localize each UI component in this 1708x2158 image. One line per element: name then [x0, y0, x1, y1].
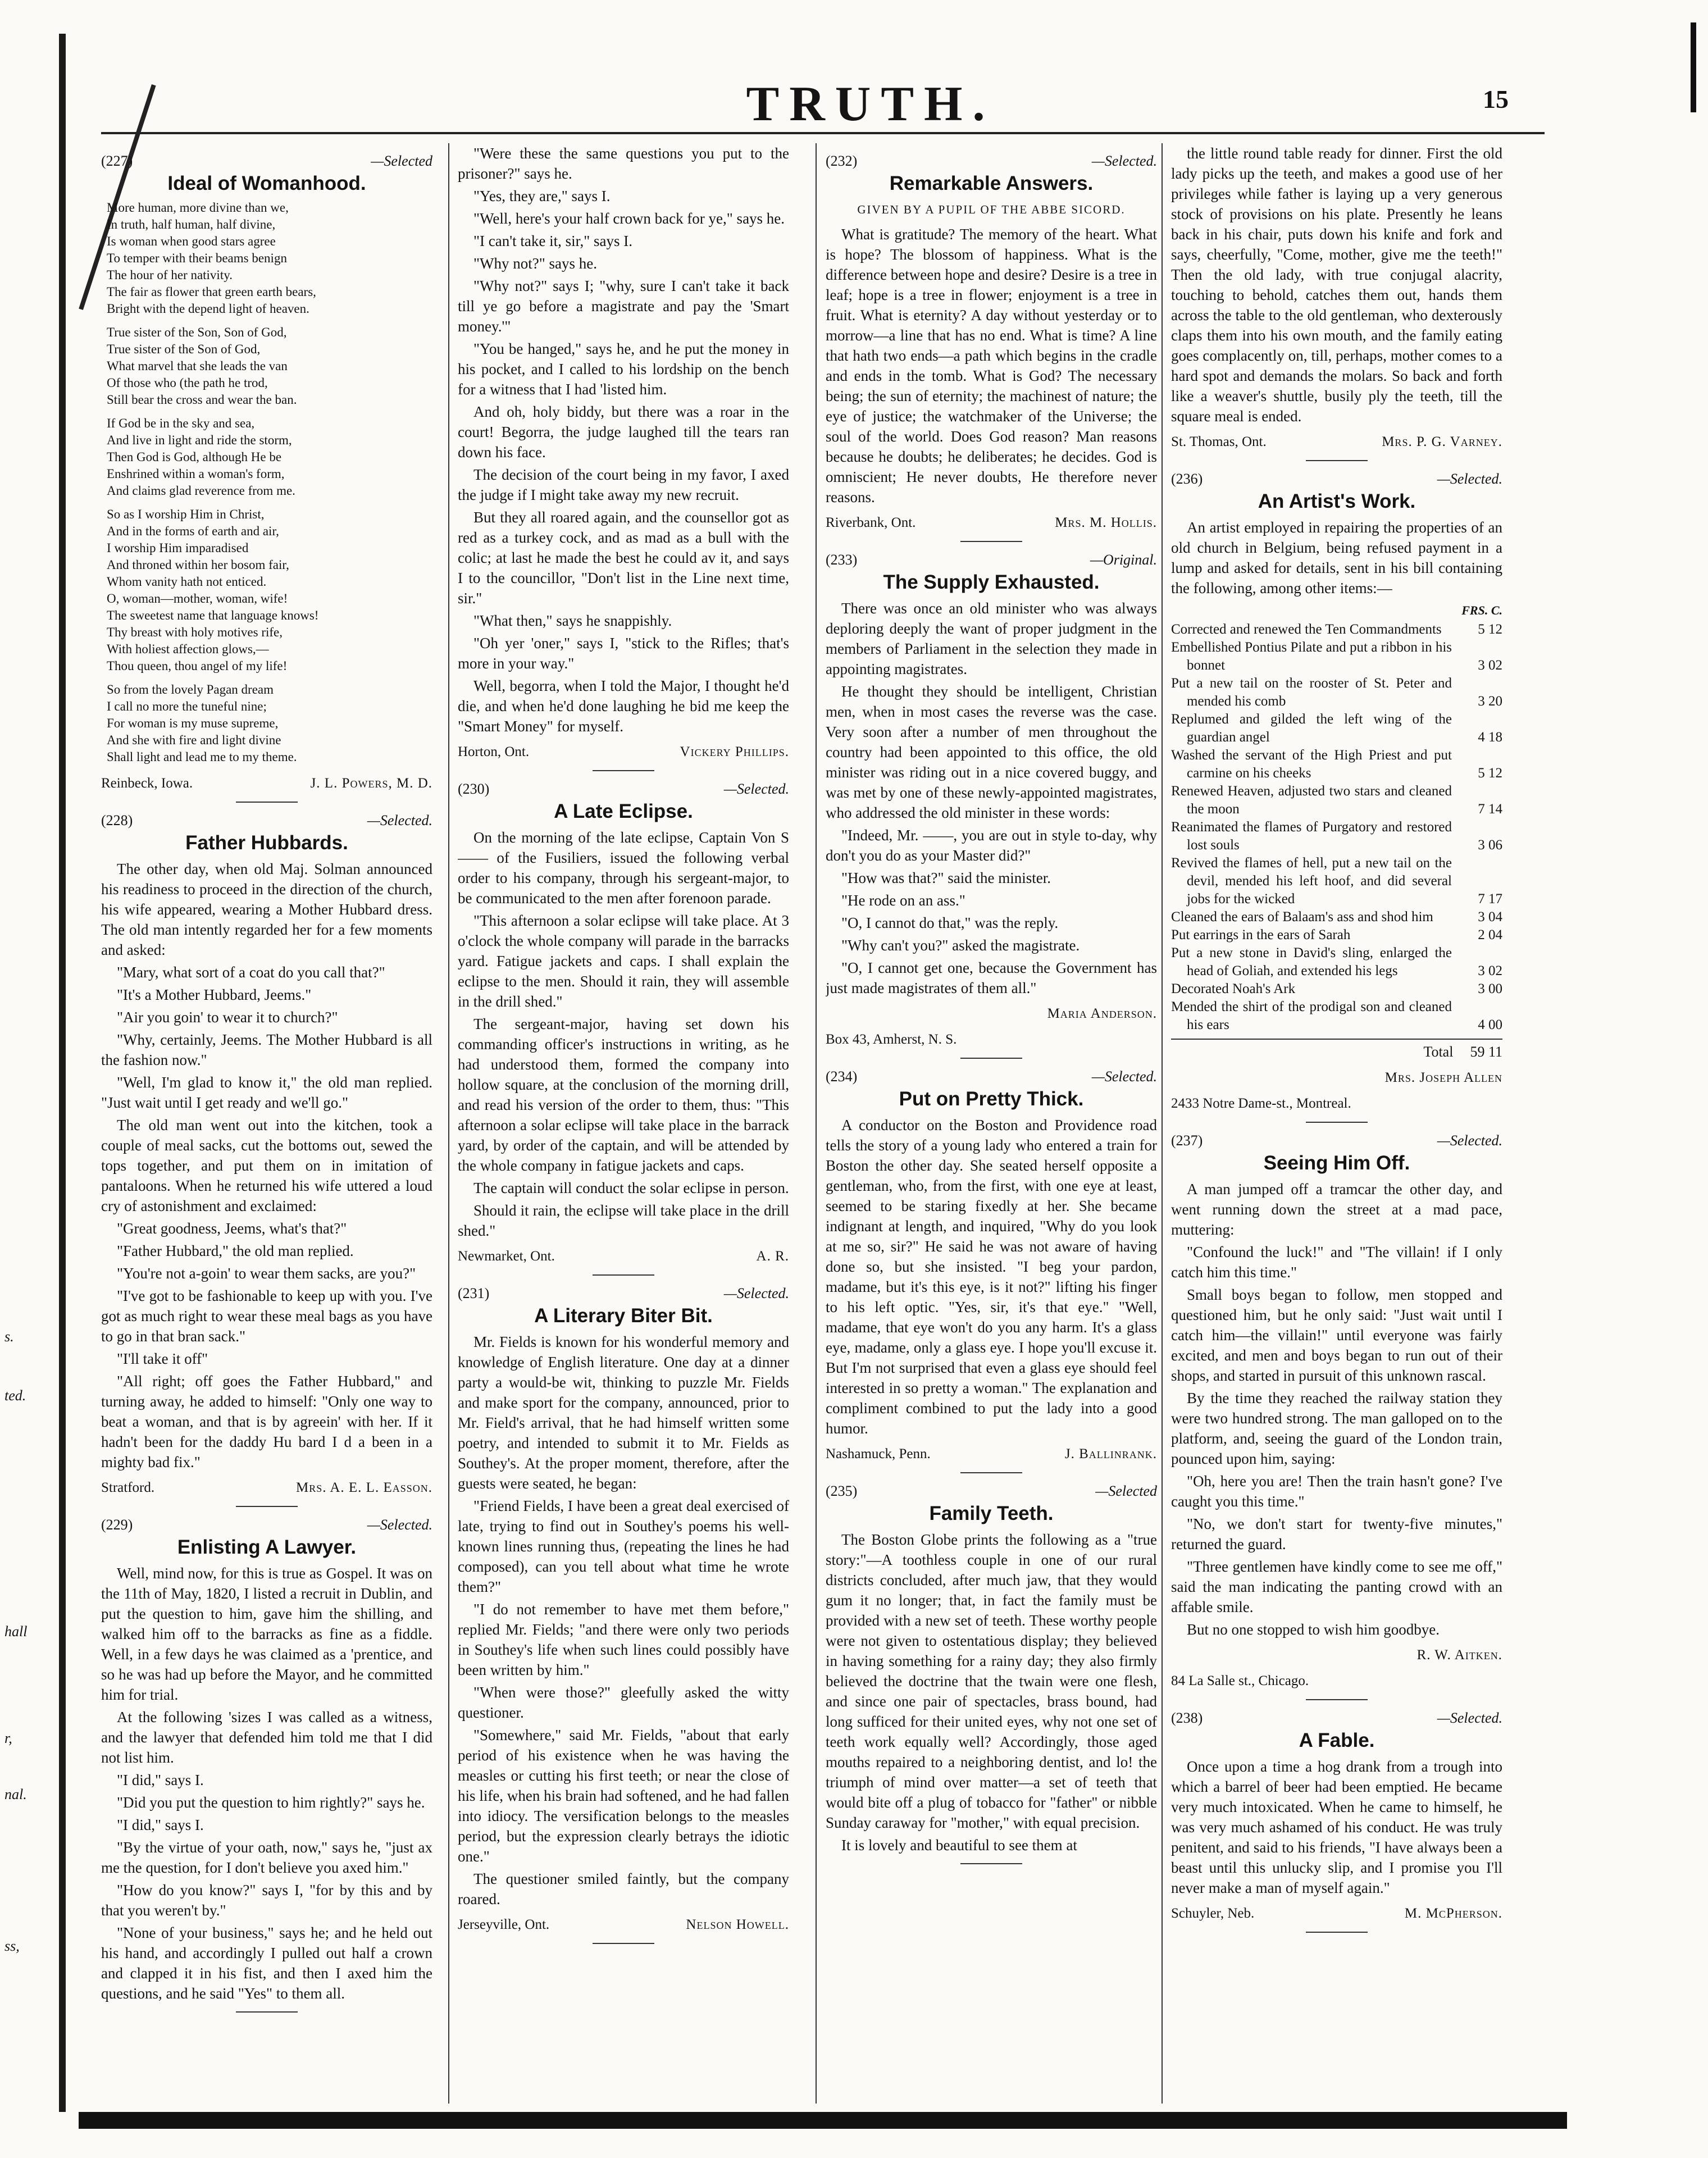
signature-place: Nashamuck, Penn.	[826, 1446, 931, 1462]
article-header	[1171, 1131, 1502, 1151]
column-4	[1171, 143, 1502, 2104]
poem-line: To temper with their beams benign	[107, 251, 287, 265]
column-rule	[1162, 143, 1163, 2104]
paragraph: "You be hanged," says he, and he put the money in his pocket, and I called to his lordship on the bench for a witness that I had 'listed him.	[458, 340, 789, 398]
paragraph: Well, mind now, for this is true as Gospel. It was on the 11th of May, 1820, I listed a recruit in Dublin, and put the question to him, gave him the shilling, and walked him off to the barracks as fine as a fiddle. Well, in a few days he was claimed as a 'prentice, and so he was had up before the Mayor, and he committed him for trial.	[101, 1565, 432, 1703]
article-header	[458, 779, 789, 799]
article-separator	[960, 1058, 1022, 1059]
article-source: —Selected.	[1091, 1068, 1157, 1085]
paragraph: Small boys began to follow, men stopped and questioned him, but he only said: "Just wait until I catch him—the villain!" until everyone was fairly excited, and men and boys began to run out of their shops, and started in pursuit of this unknown rascal.	[1171, 1286, 1502, 1384]
paragraph: But no one stopped to wish him goodbye.	[1187, 1621, 1440, 1638]
article-number: (229)	[101, 1517, 133, 1533]
page-number: 15	[1483, 85, 1509, 113]
article-title: An Artist's Work.	[1258, 490, 1416, 512]
paragraph: "Did you put the question to him rightly?" says he.	[117, 1794, 425, 1811]
paragraph: The sergeant-major, having set down his commanding officer's instructions in writing, as he had understood them, formed the company into hollow square, at the conclusion of the morning drill, and read his version of the order to them, thus: "This afternoon a solar eclipse will take place in the barrack yard, by order of the captain, and will be attended by the whole company in fatigue jackets and caps.	[458, 1016, 789, 1174]
poem-line: Enshrined within a woman's form,	[107, 467, 285, 481]
signature-name: Mrs. P. G. Varney.	[1382, 434, 1502, 449]
signature	[101, 1478, 432, 1498]
signature-place: Schuyler, Neb.	[1171, 1906, 1255, 1921]
paragraph: Well, begorra, when I told the Major, I thought he'd die, and when he'd done laughing he bid me keep the "Smart Money" for myself.	[458, 677, 789, 735]
bill-item	[1171, 908, 1502, 926]
article-subtitle: GIVEN BY A PUPIL OF THE ABBE SICORD.	[857, 203, 1126, 216]
bill-item-description: Put a new stone in David's sling, enlarged the head of Goliah, and extended his legs	[1171, 945, 1452, 978]
article-source: —Selected.	[723, 781, 789, 797]
paragraph: An artist employed in repairing the properties of an old church in Belgium, being refused payment in a lump and asked for details, sent in his bill containing the following, among other items:—	[1171, 519, 1502, 597]
poem-line: Bright with the depend light of heaven.	[107, 302, 309, 316]
article-source: —Selected.	[367, 812, 432, 828]
column-rule	[448, 143, 449, 2104]
binding-edge	[59, 34, 66, 2112]
paragraph: "I do not remember to have met them before," replied Mr. Fields; "and there were only two periods in Southey's life when such lines could possibly have been written by him."	[458, 1601, 789, 1678]
bottom-rule	[79, 2112, 1567, 2129]
signature-name: J. L. Powers, M. D.	[310, 776, 432, 791]
bill-item-amount: 7 14	[1478, 802, 1502, 817]
bill-total-label: Total	[1423, 1044, 1454, 1060]
bill-item-amount: 5 12	[1478, 622, 1502, 637]
signature-name: M. McPherson.	[1404, 1906, 1502, 1921]
article-separator	[960, 541, 1022, 542]
paragraph: "Air you goin' to wear it to church?"	[117, 1009, 338, 1026]
paragraph: "Oh yer 'oner," says I, "stick to the Rifles; that's more in your way."	[458, 635, 789, 672]
article	[826, 151, 1157, 542]
paragraph: "I did," says I.	[117, 1816, 204, 1833]
bill-item	[1171, 639, 1502, 675]
article	[458, 143, 789, 771]
paragraph: But they all roared again, and the counsellor got as red as a turkey cock, and as mad as a bull with the colic; at last he made the best he could av it, and says I to the councillor, "Don't list in the Line next time, sir."	[458, 509, 789, 607]
article-source: —Selected.	[1091, 153, 1157, 169]
paragraph: "Why not?" says I; "why, sure I can't take it back till ye go before a magistrate and pay the 'Smart money.'"	[458, 277, 789, 335]
paragraph: Should it rain, the eclipse will take place in the drill shed."	[458, 1202, 789, 1239]
article	[1171, 469, 1502, 1123]
paragraph: "O, I cannot do that," was the reply.	[841, 914, 1059, 931]
paragraph: "Father Hubbard," the old man replied.	[117, 1242, 354, 1259]
poem-line: If God be in the sky and sea,	[107, 416, 255, 430]
bill-item-amount: 7 17	[1478, 891, 1502, 907]
bill-item-description: Revived the flames of hell, put a new tail on the devil, mended his left hoof, and did several jobs for the wicked	[1171, 855, 1452, 907]
article-title: Father Hubbards.	[185, 832, 348, 854]
article-header	[826, 1067, 1157, 1087]
signature	[826, 1444, 1157, 1464]
article-number: (235)	[826, 1483, 858, 1499]
corner-mark	[1691, 22, 1696, 112]
paragraph: And oh, holy biddy, but there was a roar in the court! Begorra, the judge laughed till the tears ran down his face.	[458, 403, 789, 461]
paragraph: "Were these the same questions you put to the prisoner?" says he.	[458, 145, 789, 182]
signature	[1171, 432, 1502, 452]
article-number: (232)	[826, 153, 858, 169]
paragraph: "He rode on an ass."	[841, 892, 965, 909]
article-title: Family Teeth.	[929, 1503, 1054, 1524]
signature-place: Stratford.	[101, 1480, 155, 1495]
bill-item-description: Reanimated the flames of Purgatory and restored lost souls	[1171, 820, 1452, 853]
signature-place: Riverbank, Ont.	[826, 515, 916, 530]
paragraph: The captain will conduct the solar eclipse in person.	[473, 1180, 789, 1196]
article-title: The Supply Exhausted.	[883, 571, 1100, 593]
column-3	[826, 143, 1157, 2104]
article-separator	[960, 1472, 1022, 1473]
poem-line: Shall light and lead me to my theme.	[107, 750, 297, 764]
signature-name: R. W. Aitken.	[1416, 1647, 1502, 1663]
poem-line: With holiest affection glows,—	[107, 642, 269, 656]
paragraph: He thought they should be intelligent, Christian men, when in most cases the reverse was the case. Very soon after a number of men throughout the country had been appointed to this office, the old minister was riding out in a nice covered buggy, and was met by one of these newly-appointed magistrates, who addressed the old minister in these words:	[826, 683, 1157, 821]
article-source: —Selected	[371, 153, 432, 169]
poem-line	[107, 408, 432, 415]
bill-item	[1171, 621, 1502, 639]
article	[1171, 1131, 1502, 1700]
poem-line: Whom vanity hath not enticed.	[107, 575, 267, 589]
poem-line: Then God is God, although He be	[107, 450, 282, 464]
bill-item	[1171, 711, 1502, 746]
article-header	[101, 1515, 432, 1535]
signature-place: Jerseyville, Ont.	[458, 1917, 550, 1932]
bill-item	[1171, 675, 1502, 711]
article-separator	[593, 1943, 654, 1944]
bill-item-amount: 4 00	[1478, 1017, 1502, 1032]
article-source: —Selected	[1095, 1483, 1157, 1499]
paragraph: "Mary, what sort of a coat do you call that?"	[117, 964, 385, 981]
paragraph: It is lovely and beautiful to see them at	[841, 1837, 1077, 1854]
article	[101, 811, 432, 1507]
paragraph: "This afternoon a solar eclipse will take place. At 3 o'clock the whole company will parade in the barracks yard. Fatigue jackets and caps. I shall explain the eclipse to the men. Should it rain, they will assemble in the drill shed."	[458, 912, 789, 1010]
bill-item-description: Cleaned the ears of Balaam's ass and shod him	[1171, 909, 1433, 925]
poem-line: And live in light and ride the storm,	[107, 433, 292, 447]
bill-item	[1171, 782, 1502, 818]
poem-line: True sister of the Son of God,	[107, 342, 261, 356]
paragraph: The other day, when old Maj. Solman announced his readiness to proceed in the direction of the church, his wife appeared, wearing a Mother Hubbard dress. The old man intently regarded her for a few moments and asked:	[101, 861, 432, 958]
signature-name: Mrs. Joseph Allen	[1384, 1070, 1502, 1085]
poem-line: So from the lovely Pagan dream	[107, 682, 274, 696]
article-number: (227)	[101, 153, 133, 169]
article-header	[1171, 469, 1502, 489]
article-number: (236)	[1171, 471, 1203, 487]
paragraph: Once upon a time a hog drank from a trough into which a barrel of beer had been emptied. He became very much intoxicated. When he came to himself, he was very much ashamed of his conduct. He was truly penitent, and said to his friends, "I have always been a beast until this unlucky slip, and I promise you I'll never make a man of myself again."	[1171, 1758, 1502, 1896]
signature-name: J. Ballinrank.	[1064, 1446, 1157, 1462]
margin-note: ted.	[4, 1387, 26, 1404]
paragraph: "By the virtue of your oath, now," says he, "just ax me the question, for I don't believe you axed him."	[101, 1839, 432, 1876]
paragraph: the little round table ready for dinner. First the old lady picks up the teeth, and makes a good use of her privileges while father is laying up a very generous stock of provisions on his plate. Presently he leans back in his chair, puts down his knife and fork and says, cheerfully, "Come, mother, give me the teeth!" Then the old lady, with true conjugal alacrity, touching to behold, catches them out, hands them across the table to the old gentleman, who dexterously claps them into his own mouth, and the family eating goes complacently on, till, perhaps, mother comes to a hard spot and demands the molars. So back and forth like a weaver's shuttle, busily ply the teeth, till the square meal is ended.	[1171, 145, 1502, 425]
signature-name: Maria Anderson.	[1047, 1006, 1157, 1021]
signature	[101, 773, 432, 794]
article-number: (233)	[826, 552, 858, 568]
paragraph: "O, I cannot get one, because the Government has just made magistrates of them all."	[826, 959, 1157, 996]
bill-total-amount: 59 11	[1470, 1044, 1502, 1060]
bill-item	[1171, 926, 1502, 944]
bill-item-description: Mended the shirt of the prodigal son and cleaned his ears	[1171, 999, 1452, 1032]
poem-line: The sweetest name that language knows!	[107, 608, 319, 622]
article-source: —Selected.	[367, 1517, 432, 1533]
article-number: (237)	[1171, 1132, 1203, 1149]
poem-line: The fair as flower that green earth bears,	[107, 285, 316, 299]
paragraph: "None of your business," says he; and he held out his hand, and accordingly I pulled out half a crown and clapped it in his fist, and then I axed him the questions, and he said "Yes" to them all.	[101, 1924, 432, 2002]
signature-address: 84 La Salle st., Chicago.	[1171, 1673, 1309, 1688]
poem-line: O, woman—mother, woman, wife!	[107, 591, 288, 605]
margin-note: hall	[4, 1623, 28, 1640]
article-source: —Selected.	[723, 1285, 789, 1301]
article-separator	[1306, 1699, 1368, 1700]
bill-item-description: Renewed Heaven, adjusted two stars and cleaned the moon	[1171, 784, 1452, 817]
column-2	[458, 143, 789, 2104]
poem-line: Is woman when good stars agree	[107, 234, 276, 248]
paragraph: "Three gentlemen have kindly come to see me off," said the man indicating the panting crowd with an affable smile.	[1171, 1558, 1502, 1615]
paragraph: A conductor on the Boston and Providence road tells the story of a young lady who entered a train for Boston the other day. She seated herself opposite a gentleman, who, from the first, with one eye at least, seemed to be staring fixedly at her. She became indignant at length, and inquired, "Why do you look at me so, sir?" He said he was not aware of having done so, but she insisted. "I beg your pardon, madame, but it's this eye, is it not?" lifting his finger to his left optic. "Yes, sir, it's that eye." "Well, madame, that eye won't do you any harm. It's a glass eye, madame, only a glass eye. I hope you'll excuse it. But I'm not surprised that even a glass eye should feel interested in so pretty a woman." The explanation and compliment combined to put the lady into a good humor.	[826, 1117, 1157, 1437]
signature	[458, 1246, 789, 1267]
article-title: Ideal of Womanhood.	[167, 172, 366, 194]
poem-line: In truth, half human, half divine,	[107, 217, 276, 231]
paragraph: The decision of the court being in my favor, I axed the judge if I might take away my new recruit.	[458, 466, 789, 503]
poem-line	[107, 675, 432, 681]
bill-item	[1171, 818, 1502, 854]
bill-item	[1171, 746, 1502, 782]
poem-line: So as I worship Him in Christ,	[107, 507, 265, 521]
bill-total	[1171, 1039, 1502, 1062]
paragraph: "Great goodness, Jeems, what's that?"	[117, 1220, 347, 1237]
article	[826, 550, 1157, 1059]
signature	[826, 1004, 1157, 1024]
paragraph: "Well, I'm glad to know it," the old man replied. "Just wait until I get ready and we'll go."	[101, 1074, 432, 1111]
article	[1171, 1708, 1502, 1933]
article	[101, 151, 432, 803]
poem-line: I call no more the tuneful nine;	[107, 699, 267, 713]
article	[826, 1067, 1157, 1473]
article-separator	[236, 802, 298, 803]
paragraph: The questioner smiled faintly, but the company roared.	[458, 1870, 789, 1907]
margin-note: s.	[4, 1328, 14, 1345]
signature-place: Reinbeck, Iowa.	[101, 776, 193, 791]
column-1	[101, 143, 432, 2104]
signature-address: Box 43, Amherst, N. S.	[826, 1032, 957, 1047]
article-separator	[593, 770, 654, 771]
poem-line: Thou queen, thou angel of my life!	[107, 659, 288, 673]
poem-line	[107, 499, 432, 506]
paragraph: "Oh, here you are! Then the train hasn't gone? I've caught you this time."	[1171, 1473, 1502, 1510]
paragraph: At the following 'sizes I was called as a witness, and the lawyer that defended him told me that I did not list him.	[101, 1709, 432, 1766]
article-title: Remarkable Answers.	[889, 172, 1094, 194]
paragraph: "Indeed, Mr. ——, you are out in style to-day, why don't you do as your Master did?"	[826, 827, 1157, 864]
margin-note: ss,	[4, 1938, 20, 1954]
bill-item-description: Put earrings in the ears of Sarah	[1171, 927, 1351, 943]
header-rule	[101, 132, 1545, 134]
article-header	[826, 151, 1157, 171]
article-separator	[1306, 460, 1368, 461]
poem-line: And she with fire and light divine	[107, 733, 281, 747]
poem-line: More human, more divine than we,	[107, 201, 289, 215]
paragraph: What is gratitude? The memory of the heart. What is hope? The blossom of happiness. What is the difference between hope and desire? Desire is a tree in leaf; hope is a tree in flower; enjoyment is a tree in fruit. What is eternity? A day without yesterday or to morrow—a line that has no end. What is time? A line that hath two ends—a path which begins in the cradle and ends in the tomb. What is God? The necessary being; the sun of eternity; the machinest of nature; the eye of justice; the watchmaker of the Universe; the soul of the world. Does God reason? Man reasons because he doubts; he deliberates; he decides. God is omniscient; He never doubts, He therefore never reasons.	[826, 226, 1157, 506]
bill-item-amount: 3 02	[1478, 658, 1502, 673]
bill-item-amount: 5 12	[1478, 766, 1502, 781]
signature	[1171, 1068, 1502, 1088]
paragraph: The Boston Globe prints the following as a "true story:"—A toothless couple in one of our rural districts concluded, after much jaw, that they would gum it no longer; that, in fact the family must be provided with a new set of teeth. These worthy people were not given to ostentatious display; they believed in having something for a rainy day; they also firmly believed the doctrine that the twain were one flesh, and since one pair of spectacles, brass bound, had long sufficed for their united eyes, why not one set of teeth work equally well? Accordingly, those aged mouths repaired to a neighboring dentist, and lo! the triumph of mind over matter—a set of teeth that would bite off a plug of tobacco for "father" or nibble Sunday caraway for "mother," with equal precision.	[826, 1531, 1157, 1831]
bill-item-description: Decorated Noah's Ark	[1171, 981, 1296, 996]
bill-currency-heading: FRS. C.	[1461, 603, 1502, 617]
paragraph: "Somewhere," said Mr. Fields, "about that early period of his existence when he was having the measles or cutting his first teeth; or near the close of his life, when his brain had softened, and he had fallen into idiocy. The versification belongs to the measles period, but the expression clearly betrays the idiotic one."	[458, 1727, 789, 1865]
bill-item-description: Washed the servant of the High Priest and put carmine on his cheeks	[1171, 748, 1452, 781]
signature-name: Nelson Howell.	[686, 1917, 789, 1932]
poem-line: Still bear the cross and wear the ban.	[107, 393, 297, 407]
paragraph: "I've got to be fashionable to keep up with you. I've got as much right to wear these meal bags as you have to go in that bran sack."	[101, 1287, 432, 1345]
paragraph: Mr. Fields is known for his wonderful memory and knowledge of English literature. One day at a dinner party a would-be wit, thinking to puzzle Mr. Fields and make sport for the company, announced, prior to Mr. Field's arrival, that he had himself written some poetry, and intended to submit it to Mr. Fields as Southey's. At the proper moment, therefore, after the guests were seated, he began:	[458, 1333, 789, 1492]
bill-item-amount: 3 04	[1478, 909, 1502, 925]
article-header	[826, 550, 1157, 570]
paragraph: There was once an old minister who was always deploring deeply the want of proper judgment in the members of Parliament in the selection they made in appointing magistrates.	[826, 600, 1157, 677]
poem-line: For woman is my muse supreme,	[107, 716, 279, 730]
signature-place: St. Thomas, Ont.	[1171, 434, 1267, 449]
poem-line: And throned within her bosom fair,	[107, 558, 289, 572]
poem-line: And in the forms of earth and air,	[107, 524, 279, 538]
bill-item-amount: 3 02	[1478, 963, 1502, 978]
article-separator	[960, 1863, 1022, 1864]
paragraph: "Confound the luck!" and "The villain! if I only catch him this time."	[1171, 1244, 1502, 1281]
bill-item	[1171, 944, 1502, 980]
article-title: A Fable.	[1299, 1729, 1375, 1751]
paragraph: A man jumped off a tramcar the other day, and went running down the street at a mad pace, muttering:	[1171, 1181, 1502, 1238]
article-header	[101, 811, 432, 831]
article-number: (230)	[458, 781, 490, 797]
poem-line: I worship Him imparadised	[107, 541, 249, 555]
article-separator	[236, 1506, 298, 1507]
column-rule	[816, 143, 817, 2104]
poem-line	[107, 317, 432, 324]
signature-name: Mrs. M. Hollis.	[1055, 515, 1157, 530]
article-separator	[236, 2011, 298, 2013]
paragraph: The old man went out into the kitchen, took a couple of meal sacks, cut the bottoms out, sewed the tops together, and put them on in imitation of pantaloons. When he returned his wife uttered a loud cry of astonishment and exclaimed:	[101, 1117, 432, 1214]
paragraph: On the morning of the late eclipse, Captain Von S—— of the Fusiliers, issued the following verbal order to his company, through his sergeant-major, to be communicated to the men after forenoon parade.	[458, 829, 789, 907]
poem-line: Of those who (the path he trod,	[107, 376, 268, 390]
paragraph: "It's a Mother Hubbard, Jeems."	[117, 986, 312, 1003]
paragraph: "Why, certainly, Jeems. The Mother Hubbard is all the fashion now."	[101, 1031, 432, 1068]
bill-item	[1171, 854, 1502, 908]
paragraph: "How was that?" said the minister.	[841, 869, 1051, 886]
article-separator	[1306, 1122, 1368, 1123]
article-header	[1171, 1708, 1502, 1728]
bill-item-description: Embellished Pontius Pilate and put a ribbon in his bonnet	[1171, 640, 1452, 673]
margin-note: r,	[4, 1730, 12, 1746]
article-number: (238)	[1171, 1710, 1203, 1726]
paragraph: By the time they reached the railway station they were two hundred strong. The man galloped on to the platform, and, seeing the guard of the London train, pounced upon him, saying:	[1171, 1390, 1502, 1467]
article-source: —Selected.	[1437, 471, 1502, 487]
poem-line: And claims glad reverence from me.	[107, 484, 295, 498]
poem-line: Thy breast with holy motives rife,	[107, 625, 283, 639]
signature	[1171, 1904, 1502, 1924]
masthead-title: TRUTH.	[746, 77, 995, 131]
paragraph: "Yes, they are," says I.	[473, 188, 611, 204]
paragraph: "I can't take it, sir," says I.	[473, 233, 632, 249]
article-title: A Literary Biter Bit.	[534, 1305, 713, 1327]
poem	[107, 199, 432, 766]
bill-item-amount: 2 04	[1478, 927, 1502, 943]
paragraph: "I'll take it off"	[117, 1350, 208, 1367]
article-separator	[593, 1274, 654, 1276]
article	[458, 1283, 789, 1944]
signature	[826, 513, 1157, 533]
article-title: Put on Pretty Thick.	[899, 1088, 1084, 1110]
poem-line: True sister of the Son, Son of God,	[107, 325, 287, 339]
article-header	[826, 1481, 1157, 1501]
bill-item-description: Replumed and gilded the left wing of the guardian angel	[1171, 712, 1452, 745]
poem-line: The hour of her nativity.	[107, 268, 233, 282]
paragraph: "Well, here's your half crown back for ye," says he.	[473, 210, 785, 227]
bill-item-amount: 3 20	[1478, 694, 1502, 709]
article-title: Enlisting A Lawyer.	[177, 1536, 357, 1558]
bill-item-amount: 3 06	[1478, 837, 1502, 853]
signature	[458, 742, 789, 762]
article-source: —Selected.	[1437, 1132, 1502, 1149]
bill-item-amount: 3 00	[1478, 981, 1502, 996]
signature	[1171, 1645, 1502, 1665]
paragraph: "All right; off goes the Father Hubbard," and turning away, he added to himself: "Only one way to beat a woman, and that is by agreein' with her. If it hadn't been for the daddy Hu bard I d a been in a mighty bad fix."	[101, 1373, 432, 1470]
article-source: —Selected.	[1437, 1710, 1502, 1726]
paragraph: "Why not?" says he.	[473, 255, 597, 272]
paragraph: "No, we don't start for twenty-five minutes," returned the guard.	[1171, 1515, 1502, 1553]
article	[458, 779, 789, 1276]
bill-item	[1171, 980, 1502, 998]
paragraph: "Why can't you?" asked the magistrate.	[841, 937, 1080, 954]
article-separator	[1306, 1932, 1368, 1933]
signature-name: Vickery Phillips.	[680, 744, 789, 759]
bill-item-description: Put a new tail on the rooster of St. Peter and mended his comb	[1171, 676, 1452, 709]
article-number: (228)	[101, 812, 133, 828]
signature	[458, 1915, 789, 1935]
article	[826, 1481, 1157, 1864]
article-title: Seeing Him Off.	[1263, 1152, 1410, 1174]
signature-name: A. R.	[756, 1249, 789, 1264]
paragraph: "What then," says he snappishly.	[473, 612, 672, 629]
signature-place: Newmarket, Ont.	[458, 1249, 555, 1264]
signature-place: Horton, Ont.	[458, 744, 530, 759]
article-number: (231)	[458, 1285, 490, 1301]
margin-note: nal.	[4, 1786, 27, 1802]
article-source: —Original.	[1090, 552, 1157, 568]
bill-item-amount: 4 18	[1478, 730, 1502, 745]
signature-address: 2433 Notre Dame-st., Montreal.	[1171, 1096, 1351, 1111]
article-title: A Late Eclipse.	[554, 800, 693, 822]
signature-name: Mrs. A. E. L. Easson.	[295, 1480, 432, 1495]
article-header	[101, 151, 432, 171]
paragraph: "I did," says I.	[117, 1772, 204, 1788]
paragraph: "When were those?" gleefully asked the witty questioner.	[458, 1684, 789, 1721]
article-header	[458, 1283, 789, 1304]
bill-item	[1171, 998, 1502, 1034]
poem-line: What marvel that she leads the van	[107, 359, 288, 373]
bill-item-description: Corrected and renewed the Ten Commandments	[1171, 622, 1442, 637]
paragraph: "Friend Fields, I have been a great deal exercised of late, trying to find out in Southey's poems his well-known lines running thus, (repeating the lines he had composed), can you tell about what time he wrote them?"	[458, 1497, 789, 1595]
paragraph: "You're not a-goin' to wear them sacks, are you?"	[117, 1265, 416, 1282]
article	[1171, 143, 1502, 461]
article-number: (234)	[826, 1068, 858, 1085]
paragraph: "How do you know?" says I, "for by this and by that you weren't by."	[101, 1882, 432, 1919]
article	[101, 1515, 432, 2013]
